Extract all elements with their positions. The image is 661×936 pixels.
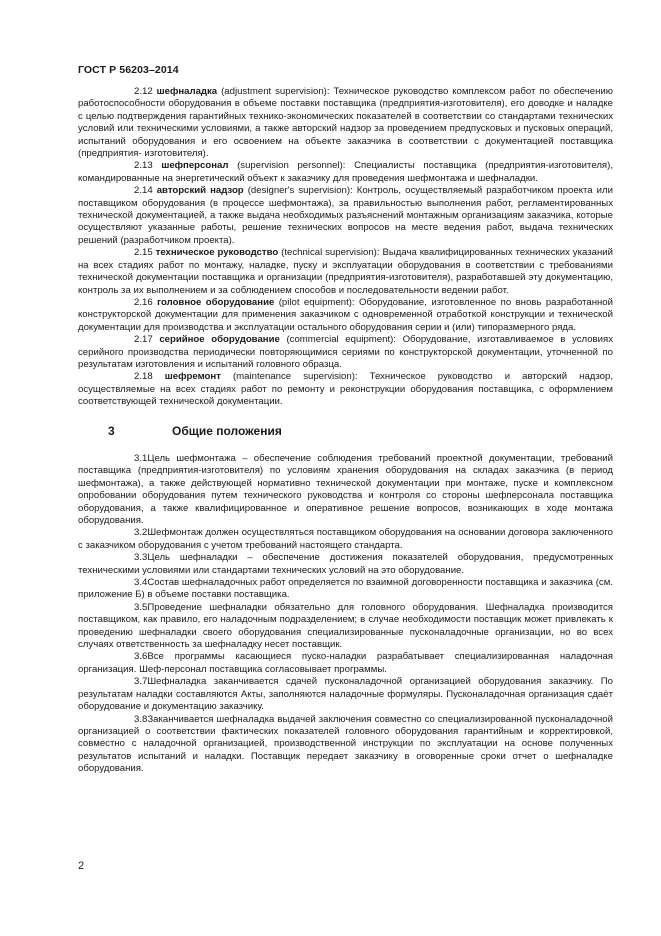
term-definition: (designer's supervision): Контроль, осуществляемый разработчиком проекта или поставщиком оборудования (в процессе шефмонтажа), за правильностью выполнения работ, регламентированных технической документацией, а также выдача необходимых разъяснений монтажным организациям заказчика, которые осуществляют указанные работы, решение технических вопросов на месте ведения работ, выдача технических решений (разработчиком проекта). [78, 185, 613, 246]
clause-number: 3.8 [134, 713, 148, 725]
term-number: 2.17 [134, 334, 153, 346]
term-number: 2.18 [134, 371, 153, 383]
term-paragraph [78, 371, 613, 408]
clause-text: Цель шефмонтажа – обеспечение соблюдения требований проектной документации, требований поставщика (предприятия-изготовителя) по условиям хранения оборудования на складах заказчика (в период шефмонтажа), а также действующей нормативно технической документации при монтаже, пуске и комплексном опробовании оборудования путем технического руководства и контроля со стороны шефперсонала поставщика оборудования, а также квалифицированное и оперативное решение вопросов, возникающих в ходе монтажа оборудования. [78, 452, 613, 526]
clause-number: 3.3 [134, 552, 148, 564]
section-title: Общие положения [172, 423, 282, 438]
term-definition: (commercial equipment): Оборудование, изготавливаемое в условиях серийного производства периодически повторяющимися сериями по конструкторской документации, уточненной по результатам изготовления и испытаний головного образца. [78, 334, 614, 370]
clause-number: 3.1 [134, 452, 148, 464]
clause-number: 3.4 [134, 577, 148, 589]
clause-paragraph [78, 577, 613, 602]
section-number: 3 [108, 423, 115, 438]
document-body [78, 86, 613, 776]
term-number: 2.13 [134, 160, 153, 172]
term-paragraph [78, 185, 613, 247]
term-definition: (adjustment supervision): Техническое руководство комплексом работ по обеспечению работоспособности оборудования в объеме поставки поставщика (предприятия-изготовителя), его доводке и наладке с целью подтверждения гарантийных технико-экономических показателей в соответствии со стандартами технических условий или техническими условиями, а также авторский надзор за проведением предпусковых и пусковых операций, испытаний оборудования и его освоением на объекте заказчика в соответствии с документацией поставщика (предприятия- изготовителя). [78, 86, 613, 160]
term-title: шефналадка [156, 86, 218, 97]
clause-text: Шефналадка заканчивается сдачей пусконаладочной организацией оборудования заказчику. По результатам наладки составляются Акты, заполняются наладочные формуляры. Пусконаладочная организация сдаёт оборудование и документацию заказчику. [78, 676, 613, 713]
term-definition: (technical supervision): Выдача квалифицированных технических указаний на всех стадиях работ по монтажу, наладке, пуску и эксплуатации оборудования в соответствии с требованиями технической документации поставщика и организации (предприятия-изготовителя), разработавшей эту документацию, контроль за их выполнением и за соблюдением способов и последовательности ведении работ. [78, 247, 613, 296]
term-paragraph [78, 86, 613, 160]
term-number: 2.16 [134, 296, 153, 308]
term-paragraph [78, 160, 613, 185]
clause-text: Проведение шефналадки обязательно для головного оборудования. Шефналадка производится поставщиком, как правило, его наладочным подразделением; в случае необходимости поставщик может привлекать к проведению шефналадки своего оборудования специализированные пусконаладочные организации, но во всех случаях ответственность за шефналадку несет поставщик. [78, 601, 613, 651]
clause-number: 3.2 [134, 527, 148, 539]
clause-number: 3.6 [134, 651, 148, 663]
term-paragraph [78, 247, 613, 297]
term-definition: (pilot equipment): Оборудование, изготовленное по вновь разработанной конструкторской документации для применения заказчиком с одновременной отработкой конструкции и технической документации для производства и эксплуатации остального оборудования серии и (или) типоразмерного ряда. [78, 296, 613, 333]
section-heading [78, 425, 613, 437]
term-title: техническое руководство [155, 247, 279, 259]
clause-paragraph [78, 676, 613, 713]
clause-paragraph [78, 651, 613, 676]
clause-text: Состав шефналадочных работ определяется по взаимной договоренности поставщика и заказчика (см. приложение Б) в объеме поставки поставщика. [78, 577, 613, 601]
clause-paragraph [78, 453, 613, 527]
term-number: 2.12 [134, 86, 153, 97]
clause-number: 3.7 [134, 676, 148, 688]
term-definition: (supervision personnel): Специалисты поставщика (предприятия-изготовителя), командированные на энергетический объект к заказчику для проведения шефмонтажа и шефналадки. [78, 160, 613, 184]
clause-text: Все программы касающиеся пуско-наладки разрабатывает специализированная наладочная организация. Шеф-персонал поставщика согласовывает программы. [78, 651, 613, 675]
term-title: головное оборудование [157, 296, 275, 308]
clause-paragraph [78, 602, 613, 652]
page-number: 2 [78, 860, 85, 872]
term-number: 2.15 [134, 247, 153, 259]
terms-list [78, 86, 613, 409]
term-title: серийное оборудование [159, 334, 280, 346]
term-title: шефперсонал [161, 160, 229, 172]
term-title: авторский надзор [156, 185, 244, 197]
standard-header: ГОСТ Р 56203–2014 [78, 64, 179, 76]
clause-paragraph [78, 527, 613, 552]
clause-paragraph [78, 552, 613, 577]
clause-text: Шефмонтаж должен осуществляться поставщиком оборудования на основании договора заключенного с заказчиком оборудования с учетом требований настоящего стандарта. [78, 527, 613, 551]
clause-text: Заканчивается шефналадка выдачей заключения совместно со специализированной пусконаладочной организацией о соответствии фактических показателей головного оборудования гарантийным и корректировкой, совместно с наладочной организацией, производственной инструкции по эксплуатации на основе полученных результатов испытаний и наладки. Поставщик передает заказчику в оговоренные сроки отчет о шефналадке оборудования. [78, 713, 613, 775]
clause-text: Цель шефналадки – обеспечение достижения показателей оборудования, предусмотренных техническими условиями или стандартами технических условий на это оборудование. [78, 552, 613, 576]
term-title: шефремонт [164, 371, 221, 383]
clause-paragraph [78, 714, 613, 776]
clause-number: 3.5 [134, 601, 148, 613]
term-definition: (maintenance supervision): Техническое руководство и авторский надзор, осуществляемые на всех стадиях работ по ремонту и реконструкции оборудования поставщика, с оформлением соответствующей технической документации. [78, 371, 614, 408]
term-paragraph [78, 297, 613, 334]
term-paragraph [78, 334, 613, 371]
term-number: 2.14 [134, 185, 153, 197]
clauses-list [78, 453, 613, 776]
